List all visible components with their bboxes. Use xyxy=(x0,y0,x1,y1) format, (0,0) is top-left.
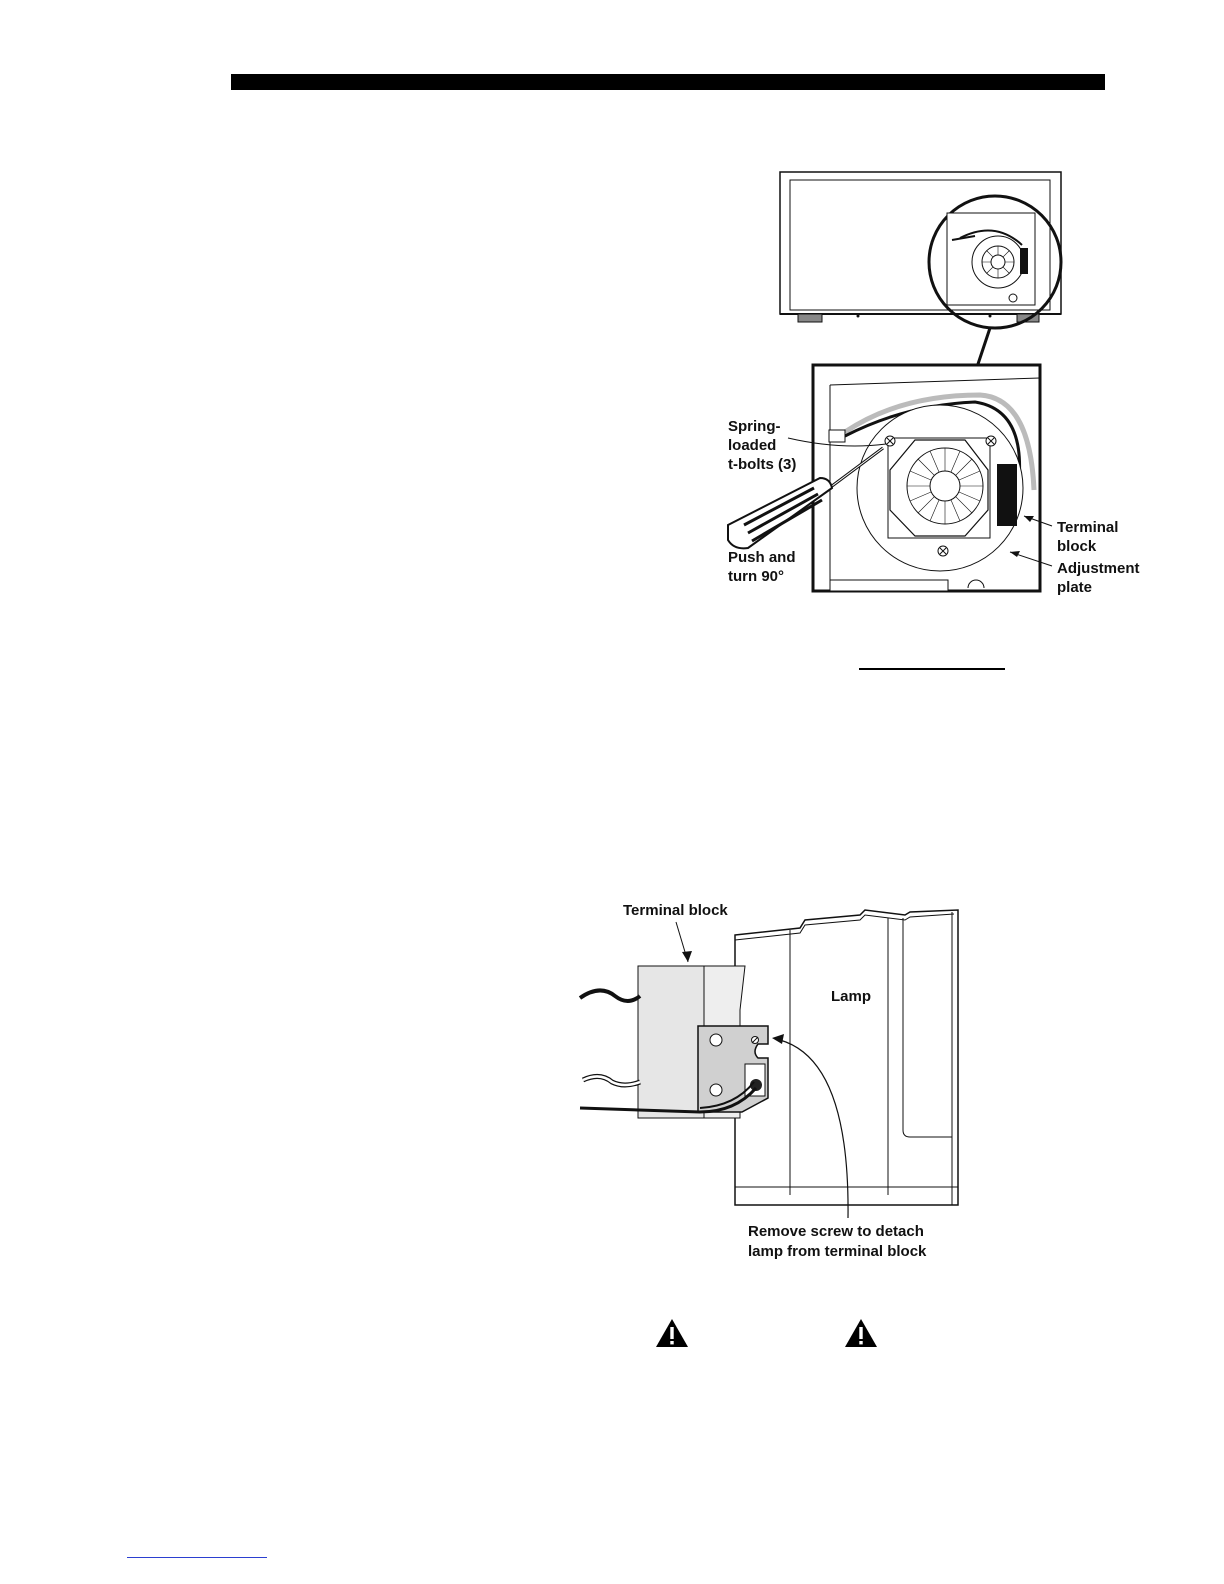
label-push: Push and xyxy=(728,549,796,566)
label-spring: Spring- xyxy=(728,418,781,435)
label-adjust-2: plate xyxy=(1057,579,1093,596)
label-loaded: loaded xyxy=(728,437,777,454)
label-terminal-block: Terminal block xyxy=(623,902,728,919)
warning-triangle-icon xyxy=(844,1318,878,1348)
label-terminal-2: block xyxy=(1057,538,1097,555)
label-lamp: Lamp xyxy=(831,988,872,1005)
warning-triangle-icon xyxy=(655,1318,689,1348)
underline-rule xyxy=(859,668,1005,670)
label-terminal-1: Terminal xyxy=(1057,519,1119,536)
label-adjust-1: Adjustment xyxy=(1057,560,1140,577)
footer-link-underline[interactable] xyxy=(127,1557,267,1558)
label-remove-2: lamp from terminal block xyxy=(748,1243,927,1260)
label-tbolts: t-bolts (3) xyxy=(728,456,797,473)
label-turn: turn 90° xyxy=(728,568,785,585)
label-remove-1: Remove screw to detach xyxy=(748,1223,924,1240)
